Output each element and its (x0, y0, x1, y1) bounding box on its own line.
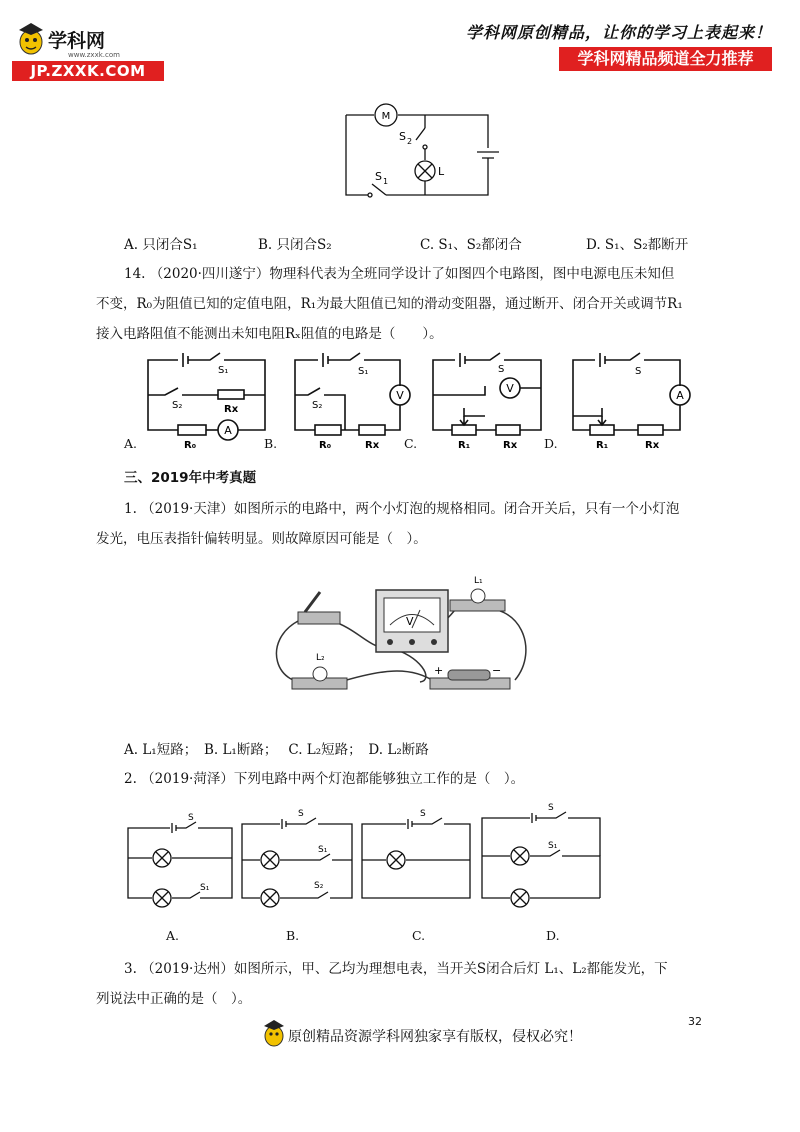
header-channel-badge: 学科网精品频道全力推荐 (559, 47, 772, 71)
q14d-r1: R₁ (596, 440, 609, 451)
q1-l1-label: L₁ (474, 576, 483, 586)
q14a-s1: S₁ (218, 365, 229, 376)
q1-options: A. L₁短路； B. L₁断路； C. L₂短路； D. L₂断路 (124, 742, 429, 758)
s2-label: S (399, 130, 406, 143)
q14-line-3: 接入电路阻值不能测出未知电阻Rₓ阻值的电路是（ ）。 (96, 326, 443, 342)
q14c-s: S (498, 364, 505, 375)
logo-url: JP.ZXXK.COM (12, 61, 164, 81)
q1-minus: − (492, 664, 502, 677)
q1-line-2: 发光，电压表指针偏转明显。则故障原因可能是（ ）。 (96, 531, 427, 547)
q1-voltmeter-label: V (406, 615, 414, 628)
q2b-s1: S₁ (318, 845, 328, 855)
q14-label-a: A. (124, 436, 138, 451)
q2-label-d: D. (546, 928, 560, 943)
q14-line-1: 14. （2020·四川遂宁）物理科代表为全班同学设计了如图四个电路图，图中电源电压未知但 (124, 266, 675, 282)
logo-text: 学科网 (48, 30, 106, 52)
q14a-rx: Rx (224, 404, 239, 415)
q2a-s: S (188, 813, 194, 823)
q14b-r0: R₀ (319, 440, 332, 451)
q1-line-1: 1. （2019·天津）如图所示的电路中，两个小灯泡的规格相同。闭合开关后，只有一个小灯泡 (124, 501, 680, 517)
q2-label-c: C. (412, 928, 426, 943)
footer-mascot-icon (262, 1018, 286, 1048)
q1-plus: + (434, 664, 444, 677)
lamp-label: L (438, 165, 445, 178)
s2-sub: 2 (407, 137, 413, 146)
footer-copyright-notice: 原创精品资源学科网独家享有版权，侵权必究！ (288, 1029, 582, 1045)
s1-label: S (375, 170, 382, 183)
q2-line-1: 2. （2019·菏泽）下列电路中两个灯泡都能够独立工作的是（ ）。 (124, 771, 525, 787)
s1-sub: 1 (383, 177, 389, 186)
q14-line-2: 不变，R₀为阻值已知的定值电阻，R₁为最大阻值已知的滑动变阻器，通过断开、闭合开关或调节R₁ (96, 296, 683, 312)
q2c-s: S (420, 809, 426, 819)
motor-label: M (381, 111, 391, 122)
q2b-s2: S₂ (314, 881, 324, 891)
q14a-ammeter: A (224, 424, 232, 437)
q14a-r0: R₀ (184, 440, 197, 451)
q14-label-d: D. (544, 436, 558, 451)
q14b-s2: S₂ (312, 400, 323, 411)
q13-option-b: B. 只闭合S₂ (258, 237, 332, 253)
q14b-s1: S₁ (358, 366, 369, 377)
q14-label-c: C. (404, 436, 418, 451)
q3-line-1: 3. （2019·达州）如图所示，甲、乙均为理想电表，当开关S闭合后灯 L₁、L₂都能发光，下 (124, 961, 668, 977)
q2-label-a: A. (166, 928, 180, 943)
q14b-rx: Rx (365, 440, 380, 451)
q14c-rx: Rx (503, 440, 518, 451)
section-heading: 三、2019年中考真题 (124, 470, 257, 486)
q13-circuit-diagram (330, 100, 505, 205)
q13-option-c: C. S₁、S₂都闭合 (420, 237, 522, 253)
q1-apparatus-photo (270, 570, 535, 700)
q14b-voltmeter: V (396, 389, 404, 402)
q2-label-b: B. (286, 928, 300, 943)
q14-label-b: B. (264, 436, 278, 451)
q2d-s1: S₁ (548, 841, 558, 851)
q14d-s: S (635, 366, 642, 377)
q13-option-d: D. S₁、S₂都断开 (586, 237, 689, 253)
header-slogan: 学科网原创精品，让你的学习上表起来！ (465, 23, 772, 42)
q14-circuits (90, 348, 710, 453)
q14d-rx: Rx (645, 440, 660, 451)
logo (8, 14, 158, 80)
q2a-s1: S₁ (200, 883, 210, 893)
q14c-voltmeter: V (506, 382, 514, 395)
q2b-s: S (298, 809, 304, 819)
q14d-ammeter: A (676, 389, 684, 402)
q1-l2-label: L₂ (316, 653, 325, 663)
q13-option-a: A. 只闭合S₁ (124, 237, 198, 253)
q14a-s2: S₂ (172, 400, 183, 411)
page-number: 32 (688, 1015, 702, 1028)
q2-circuits (120, 800, 610, 910)
logo-subtext: www.zxxk.com (68, 51, 120, 59)
q3-line-2: 列说法中正确的是（ ）。 (96, 991, 252, 1007)
q14c-r1: R₁ (458, 440, 471, 451)
q2d-s: S (548, 803, 554, 813)
mascot-icon (16, 20, 46, 56)
